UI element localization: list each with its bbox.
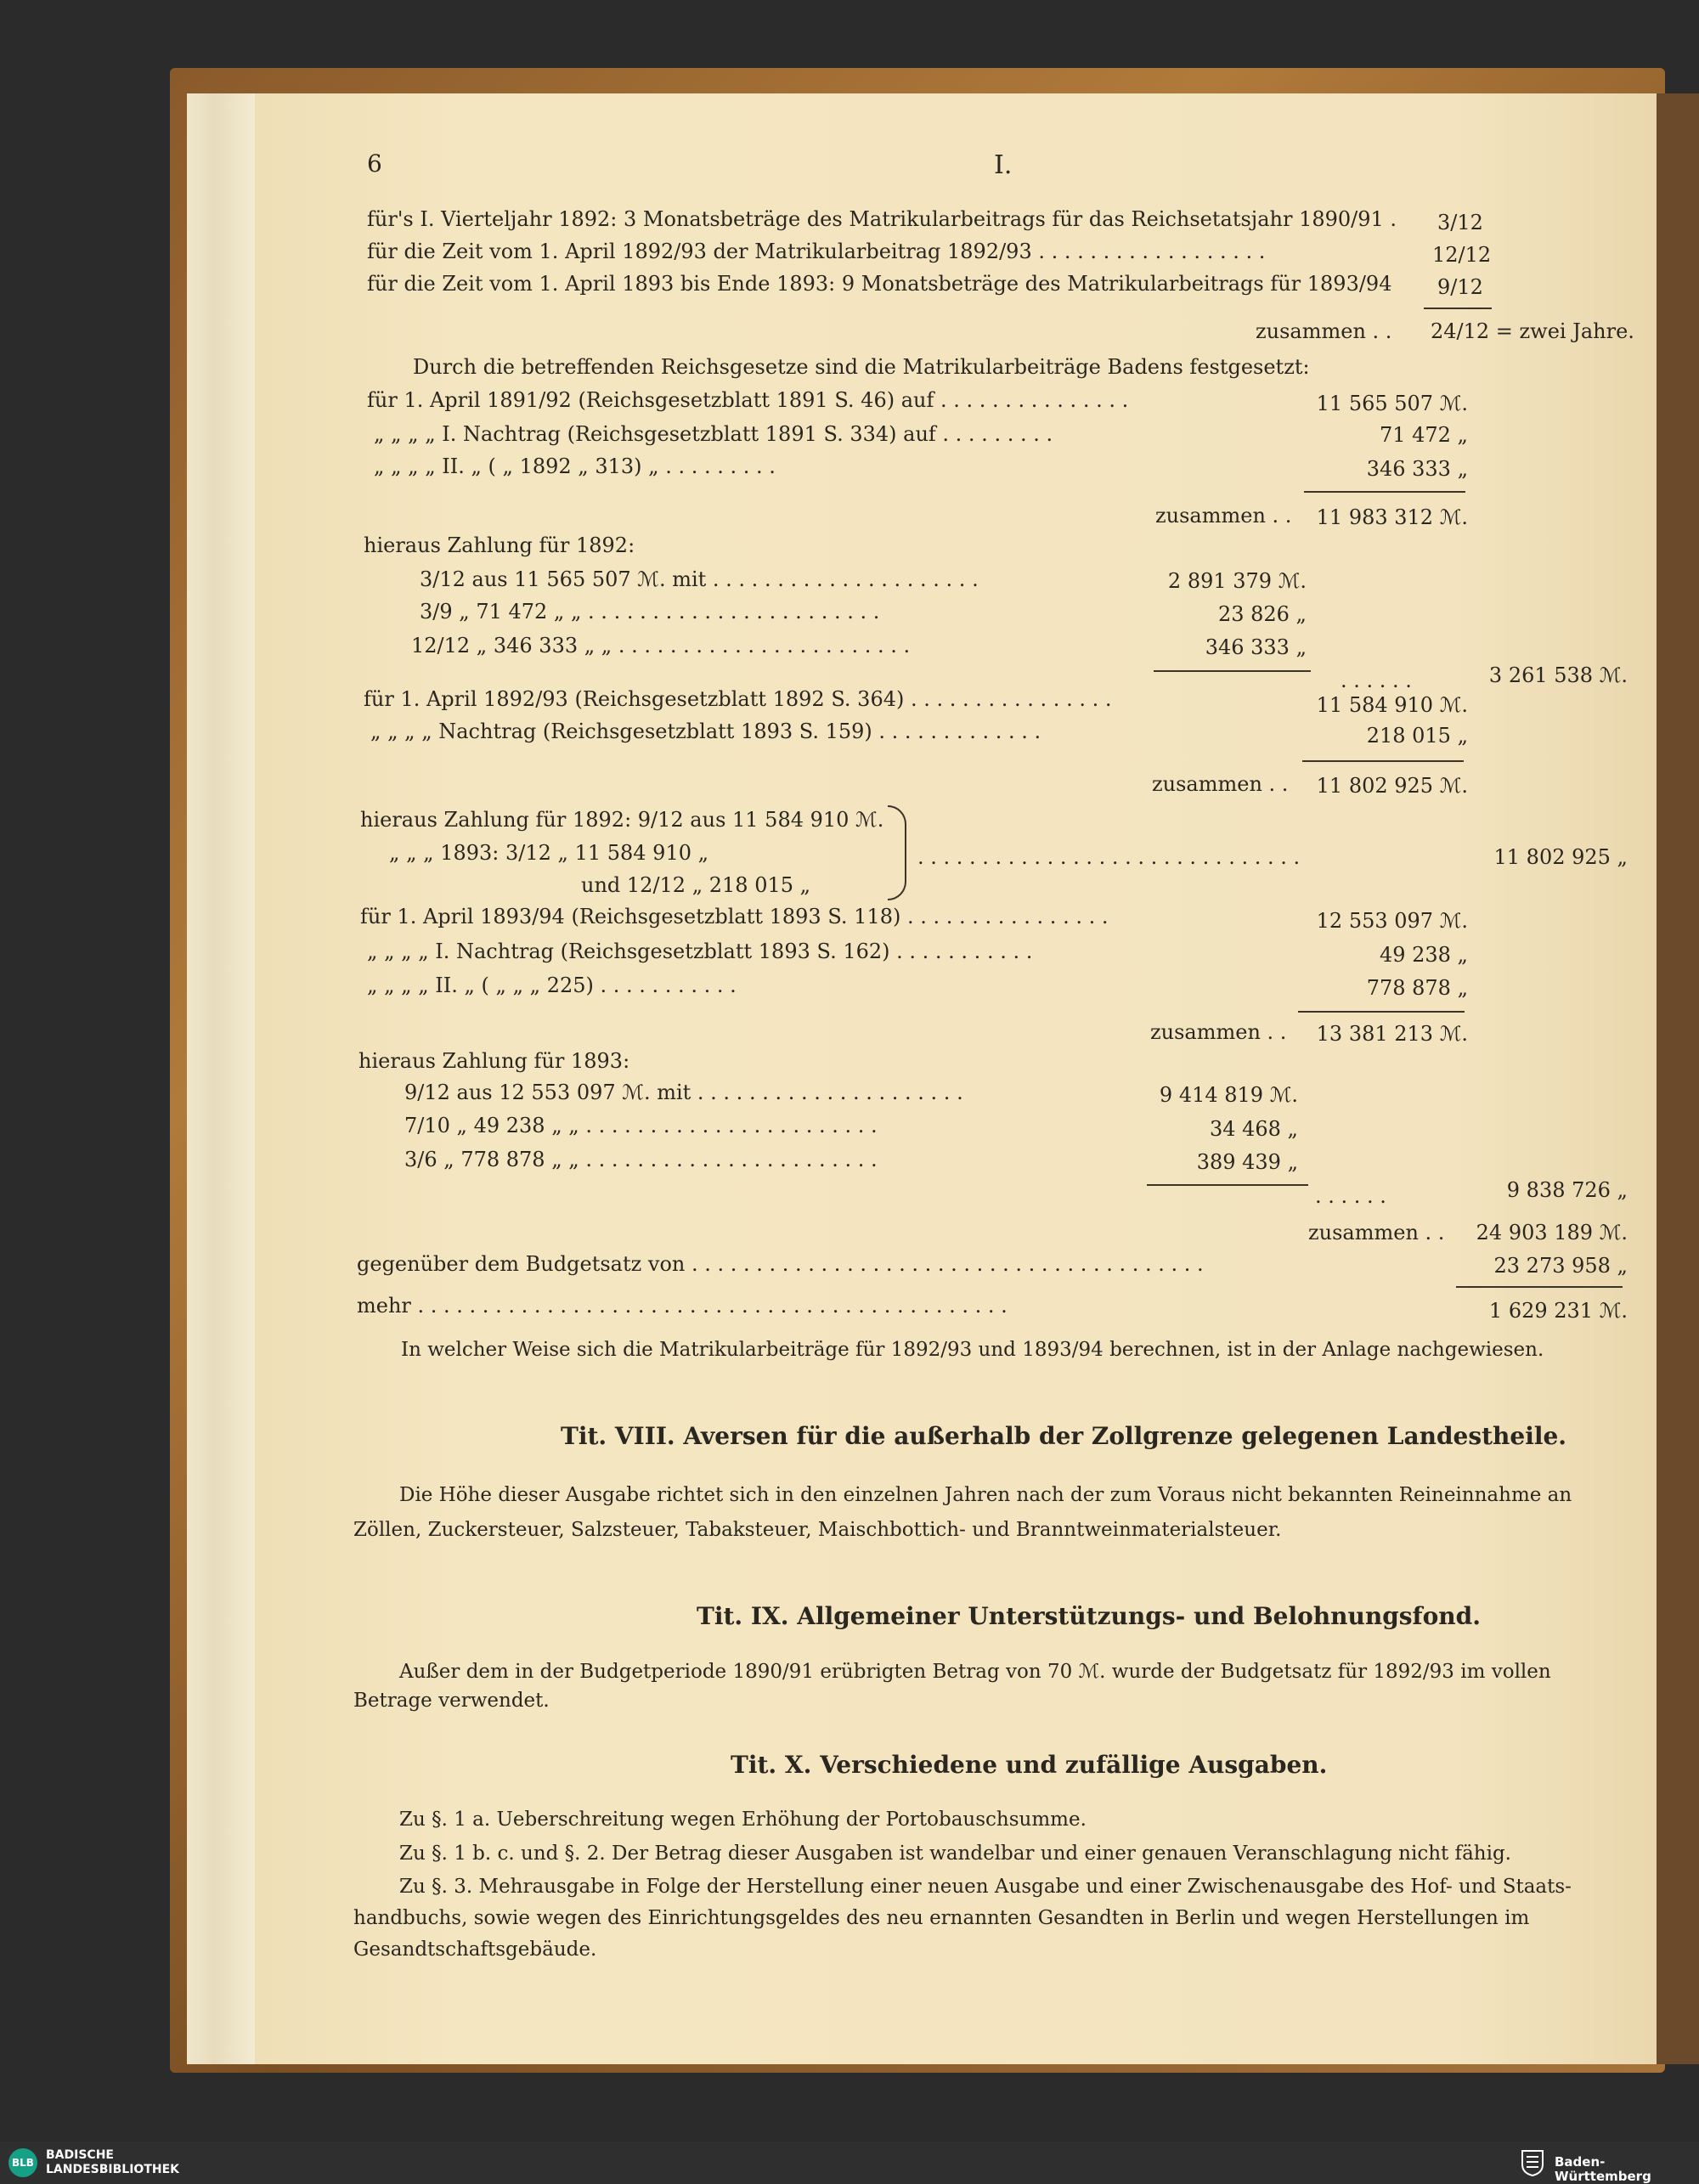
- text-line: In welcher Weise sich die Matrikularbeiträge für 1892/93 und 1893/94 berechnen, ist in der Anlage nachgewiesen.: [401, 1339, 1544, 1361]
- sum-rule: [1154, 670, 1311, 672]
- total-label: zusammen . .: [1150, 1020, 1287, 1044]
- total-label: zusammen . .: [1155, 504, 1292, 528]
- amount: 13 381 213 ℳ.: [1316, 1022, 1468, 1046]
- page-stack-edge: [187, 93, 255, 2064]
- amount: 34 468 „: [1209, 1117, 1298, 1141]
- total-label: zusammen . .: [1256, 319, 1392, 343]
- brace: [888, 805, 906, 900]
- sum-rule: [1424, 308, 1492, 309]
- amount: 11 802 925 „: [1493, 845, 1628, 869]
- text-line: für die Zeit vom 1. April 1893 bis Ende 1893: 9 Monatsbeträge des Matrikularbeitrags für 1893/94: [367, 272, 1392, 296]
- amount: 23 273 958 „: [1493, 1254, 1628, 1278]
- section-title: Tit. VIII. Aversen für die außerhalb der Zollgrenze gelegenen Landestheile.: [561, 1422, 1567, 1450]
- paragraph-line: Zöllen, Zuckersteuer, Salzsteuer, Tabaksteuer, Maischbottich- und Branntweinmaterialsteuer.: [353, 1519, 1282, 1541]
- text-line: für's I. Vierteljahr 1892: 3 Monatsbeträge des Matrikularbeitrags für das Reichsetatsjahr 1890/91 .: [367, 207, 1397, 231]
- text-line: 3/6 „ 778 878 „ „ . . . . . . . . . . . . . . . . . . . . . . .: [404, 1148, 878, 1171]
- amount: 11 584 910 ℳ.: [1316, 693, 1468, 717]
- amount: 11 983 312 ℳ.: [1316, 505, 1468, 529]
- paragraph-line: Außer dem in der Budgetperiode 1890/91 erübrigten Betrag von 70 ℳ. wurde der Budgetsatz für 1892/93 im vollen: [399, 1661, 1551, 1683]
- dot-leader: . . . . . .: [1341, 669, 1412, 692]
- paragraph-line: Zu §. 1 a. Ueberschreitung wegen Erhöhung der Portobauschsumme.: [399, 1809, 1087, 1831]
- amount: 11 802 925 ℳ.: [1316, 774, 1468, 798]
- text-line: „ „ „ „ I. Nachtrag (Reichsgesetzblatt 1893 S. 162) . . . . . . . . . . .: [367, 940, 1033, 963]
- viewer-footer: [0, 2142, 1699, 2184]
- total-label: zusammen . .: [1308, 1221, 1445, 1244]
- state-name[interactable]: Baden-Württemberg: [1555, 2154, 1651, 2184]
- page-number: 6: [367, 150, 382, 178]
- amount: 778 878 „: [1366, 976, 1468, 1000]
- book-spine-edge: [1657, 93, 1699, 2064]
- text-line: Durch die betreffenden Reichsgesetze sind die Matrikularbeiträge Badens festgesetzt:: [413, 355, 1310, 379]
- text-line: für 1. April 1891/92 (Reichsgesetzblatt 1891 S. 46) auf . . . . . . . . . . . . . . .: [367, 388, 1129, 412]
- text-line: 7/10 „ 49 238 „ „ . . . . . . . . . . . . . . . . . . . . . . .: [404, 1114, 878, 1137]
- fraction: 3/12: [1437, 211, 1483, 234]
- text-line: hieraus Zahlung für 1893:: [358, 1049, 630, 1073]
- org-name-line2: LANDESBIBLIOTHEK: [46, 2163, 180, 2176]
- text-line: mehr . . . . . . . . . . . . . . . . . . . . . . . . . . . . . . . . . . . . . . . . . . . . . .: [357, 1294, 1008, 1318]
- text-line: 12/12 „ 346 333 „ „ . . . . . . . . . . . . . . . . . . . . . . .: [411, 634, 911, 657]
- amount: 389 439 „: [1196, 1150, 1298, 1174]
- dot-leader: . . . . . .: [1315, 1184, 1386, 1208]
- text-line: 3/12 aus 11 565 507 ℳ. mit . . . . . . . . . . . . . . . . . . . . .: [420, 567, 979, 591]
- amount: 218 015 „: [1366, 724, 1468, 748]
- paragraph-line: handbuchs, sowie wegen des Einrichtungsgeldes des neu ernannten Gesandten in Berlin und wegen Herstellungen im: [353, 1907, 1530, 1929]
- sum-rule: [1147, 1184, 1308, 1186]
- amount: 9 414 819 ℳ.: [1159, 1083, 1298, 1107]
- text-line: „ „ „ „ II. „ ( „ „ „ 225) . . . . . . . . . . .: [367, 973, 737, 997]
- text-line: 3/9 „ 71 472 „ „ . . . . . . . . . . . . . . . . . . . . . . .: [420, 600, 880, 624]
- text-line: gegenüber dem Budgetsatz von . . . . . . . . . . . . . . . . . . . . . . . . . . . . . . . . . . . . . . . .: [357, 1252, 1204, 1276]
- dot-leader: . . . . . . . . . . . . . . . . . . . . . . . . . . . . . .: [917, 845, 1301, 869]
- paragraph-line: Die Höhe dieser Ausgabe richtet sich in den einzelnen Jahren nach der zum Voraus nicht bekannten Reineinnahme an: [399, 1484, 1572, 1506]
- text-line: und 12/12 „ 218 015 „: [581, 873, 811, 897]
- amount: 12 553 097 ℳ.: [1316, 909, 1468, 933]
- amount: 3 261 538 ℳ.: [1488, 663, 1628, 687]
- state-crest-icon: [1521, 2149, 1544, 2176]
- total-label: zusammen . .: [1152, 772, 1289, 796]
- text-line: „ „ „ „ Nachtrag (Reichsgesetzblatt 1893 S. 159) . . . . . . . . . . . . .: [370, 720, 1041, 743]
- paragraph-line: Zu §. 1 b. c. und §. 2. Der Betrag dieser Ausgaben ist wandelbar und einer genauen Veranschlagung nicht fähig.: [399, 1843, 1511, 1865]
- text-line: 9/12 aus 12 553 097 ℳ. mit . . . . . . . . . . . . . . . . . . . . .: [404, 1081, 963, 1104]
- amount: 346 333 „: [1366, 457, 1468, 481]
- logo-text: BLB: [12, 2157, 34, 2169]
- text-line: hieraus Zahlung für 1892: 9/12 aus 11 584 910 ℳ.: [360, 808, 884, 832]
- amount: 1 629 231 ℳ.: [1488, 1299, 1628, 1323]
- text-line: für die Zeit vom 1. April 1892/93 der Matrikularbeitrag 1892/93 . . . . . . . . . . . . . . . . . .: [367, 240, 1266, 263]
- amount: 49 238 „: [1379, 943, 1468, 967]
- amount: 71 472 „: [1379, 423, 1468, 447]
- text-line: „ „ „ „ I. Nachtrag (Reichsgesetzblatt 1891 S. 334) auf . . . . . . . . .: [374, 422, 1053, 446]
- text-line: „ „ „ 1893: 3/12 „ 11 584 910 „: [389, 841, 709, 865]
- section-title: Tit. IX. Allgemeiner Unterstützungs- und Belohnungsfond.: [697, 1602, 1481, 1630]
- paragraph-line: Betrage verwendet.: [353, 1690, 550, 1712]
- fraction: 9/12: [1437, 275, 1483, 299]
- paragraph-line: Zu §. 3. Mehrausgabe in Folge der Herstellung einer neuen Ausgabe und einer Zwischenausgabe des Hof- und Staats-: [399, 1876, 1572, 1898]
- total-value: 24/12 = zwei Jahre.: [1431, 319, 1634, 343]
- blb-logo[interactable]: [8, 2148, 37, 2177]
- sum-rule: [1298, 1011, 1465, 1013]
- org-name-line1: BADISCHE: [46, 2148, 114, 2162]
- amount: 24 903 189 ℳ.: [1476, 1221, 1628, 1244]
- section-title: Tit. X. Verschiedene und zufällige Ausgaben.: [731, 1751, 1328, 1779]
- amount: 11 565 507 ℳ.: [1316, 392, 1468, 415]
- page-header: I.: [994, 150, 1013, 180]
- text-line: für 1. April 1892/93 (Reichsgesetzblatt 1892 S. 364) . . . . . . . . . . . . . . . .: [364, 687, 1112, 711]
- amount: 23 826 „: [1217, 602, 1307, 626]
- sum-rule: [1302, 760, 1464, 762]
- text-line: „ „ „ „ II. „ ( „ 1892 „ 313) „ . . . . . . . . .: [374, 454, 776, 478]
- sum-rule: [1456, 1286, 1623, 1288]
- fraction: 12/12: [1432, 243, 1492, 267]
- amount: 9 838 726 „: [1506, 1178, 1628, 1202]
- amount: 346 333 „: [1205, 635, 1307, 659]
- text-line: für 1. April 1893/94 (Reichsgesetzblatt 1893 S. 118) . . . . . . . . . . . . . . . .: [360, 905, 1109, 928]
- text-line: hieraus Zahlung für 1892:: [364, 533, 635, 557]
- sum-rule: [1304, 491, 1465, 493]
- paragraph-line: Gesandtschaftsgebäude.: [353, 1939, 597, 1961]
- amount: 2 891 379 ℳ.: [1167, 569, 1307, 593]
